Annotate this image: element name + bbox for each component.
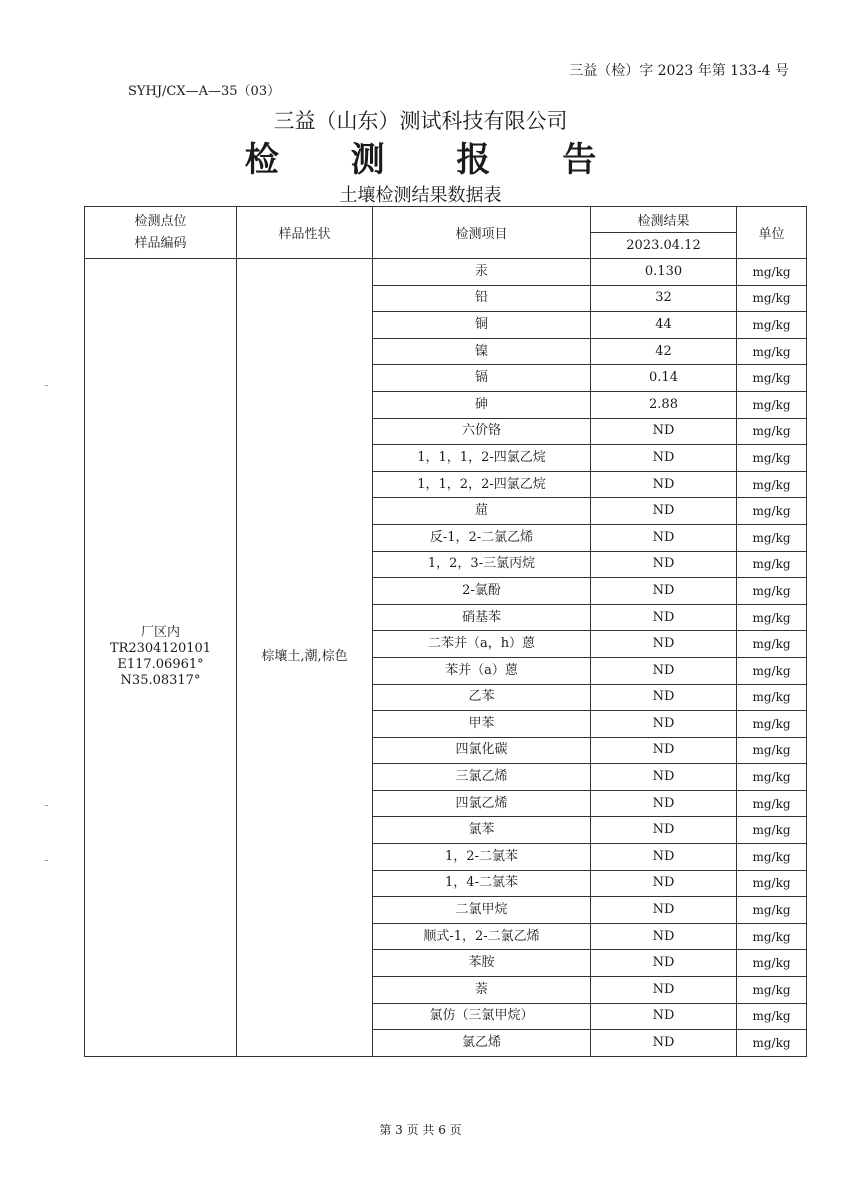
item-cell: 1，2，3-三氯丙烷 [373,551,591,578]
unit-cell: mg/kg [737,764,807,791]
sample-longitude: E117.06961° [117,657,204,673]
unit-cell: mg/kg [737,870,807,897]
header-code: 样品编码 [134,235,187,251]
item-cell: 苯并（a）蒽 [373,657,591,684]
unit-cell: mg/kg [737,524,807,551]
unit-cell: mg/kg [737,445,807,472]
sample-latitude: N35.08317° [120,673,201,689]
unit-cell: mg/kg [737,578,807,605]
margin-mark [45,385,48,386]
result-cell: 0.130 [591,259,737,286]
result-cell: 2.88 [591,391,737,418]
result-cell: ND [591,923,737,950]
result-cell: ND [591,711,737,738]
unit-cell: mg/kg [737,365,807,392]
unit-cell: mg/kg [737,790,807,817]
company-name: 三益（山东）测试科技有限公司 [273,109,568,133]
result-cell: ND [591,1030,737,1057]
item-cell: 二氯甲烷 [373,897,591,924]
result-cell: ND [591,764,737,791]
item-cell: 䓛 [373,498,591,525]
item-cell: 氯仿（三氯甲烷） [373,1003,591,1030]
item-cell: 镍 [373,338,591,365]
unit-cell: mg/kg [737,259,807,286]
unit-cell: mg/kg [737,1030,807,1057]
header-site: 检测点位 [134,213,187,229]
result-cell: ND [591,578,737,605]
unit-cell: mg/kg [737,817,807,844]
margin-mark [45,860,48,861]
item-cell: 1，1，1，2-四氯乙烷 [373,445,591,472]
table-row [85,259,807,286]
result-cell: ND [591,737,737,764]
result-cell: 42 [591,338,737,365]
unit-cell: mg/kg [737,418,807,445]
unit-cell: mg/kg [737,977,807,1004]
unit-cell: mg/kg [737,285,807,312]
unit-cell: mg/kg [737,604,807,631]
report-number: 三益（检）字 2023 年第 133-4 号 [569,63,789,79]
result-cell: ND [591,471,737,498]
unit-cell: mg/kg [737,684,807,711]
item-cell: 甲苯 [373,711,591,738]
item-cell: 1，4-二氯苯 [373,870,591,897]
item-cell: 萘 [373,977,591,1004]
unit-cell: mg/kg [737,631,807,658]
table-body [85,259,807,1057]
result-cell: ND [591,844,737,871]
sample-code: TR2304120101 [109,641,212,657]
sample-site: 厂区内 [140,625,180,641]
unit-cell: mg/kg [737,391,807,418]
unit-cell: mg/kg [737,737,807,764]
table-title: 土壤检测结果数据表 [339,185,502,206]
item-cell: 铅 [373,285,591,312]
unit-cell: mg/kg [737,923,807,950]
result-cell: ND [591,1003,737,1030]
item-cell: 乙苯 [373,684,591,711]
unit-cell: mg/kg [737,1003,807,1030]
item-cell: 六价铬 [373,418,591,445]
item-cell: 2-氯酚 [373,578,591,605]
item-cell: 1，1，2，2-四氯乙烷 [373,471,591,498]
result-cell: ND [591,897,737,924]
result-cell: ND [591,950,737,977]
unit-cell: mg/kg [737,551,807,578]
item-cell: 汞 [373,259,591,286]
item-cell: 顺式-1，2-二氯乙烯 [373,923,591,950]
header-date: 2023.04.12 [591,233,737,259]
result-cell: 44 [591,312,737,339]
result-cell: ND [591,817,737,844]
unit-cell: mg/kg [737,950,807,977]
result-cell: ND [591,657,737,684]
item-cell: 硝基苯 [373,604,591,631]
result-cell: ND [591,604,737,631]
result-cell: ND [591,631,737,658]
result-cell: ND [591,977,737,1004]
unit-cell: mg/kg [737,312,807,339]
unit-cell: mg/kg [737,498,807,525]
document-code: SYHJ/CX—A—35（03） [128,84,281,99]
item-cell: 苯胺 [373,950,591,977]
item-cell: 四氯化碳 [373,737,591,764]
page-number: 第 3 页 共 6 页 [379,1123,462,1137]
unit-cell: mg/kg [737,471,807,498]
sample-site-cell [85,259,237,1057]
result-cell: ND [591,684,737,711]
item-cell: 氯苯 [373,817,591,844]
result-cell: ND [591,790,737,817]
margin-mark [45,805,48,806]
result-cell: ND [591,418,737,445]
header-item: 检测项目 [373,207,591,259]
item-cell: 1，2-二氯苯 [373,844,591,871]
result-cell: ND [591,870,737,897]
result-cell: ND [591,445,737,472]
item-cell: 氯乙烯 [373,1030,591,1057]
header-unit: 单位 [737,207,807,259]
item-cell: 二苯并（a，h）蒽 [373,631,591,658]
header-site-code [85,207,237,259]
unit-cell: mg/kg [737,338,807,365]
item-cell: 三氯乙烯 [373,764,591,791]
unit-cell: mg/kg [737,711,807,738]
unit-cell: mg/kg [737,844,807,871]
result-cell: 0.14 [591,365,737,392]
result-cell: 32 [591,285,737,312]
header-characteristics: 样品性状 [237,207,373,259]
header-result: 检测结果 [591,207,737,233]
item-cell: 反-1，2-二氯乙烯 [373,524,591,551]
item-cell: 镉 [373,365,591,392]
item-cell: 砷 [373,391,591,418]
item-cell: 四氯乙烯 [373,790,591,817]
results-table [84,206,807,1057]
item-cell: 铜 [373,312,591,339]
unit-cell: mg/kg [737,897,807,924]
result-cell: ND [591,498,737,525]
result-cell: ND [591,551,737,578]
unit-cell: mg/kg [737,657,807,684]
result-cell: ND [591,524,737,551]
report-title: 检 测 报 告 [244,140,627,180]
sample-characteristics: 棕壤土,潮,棕色 [237,259,373,1057]
